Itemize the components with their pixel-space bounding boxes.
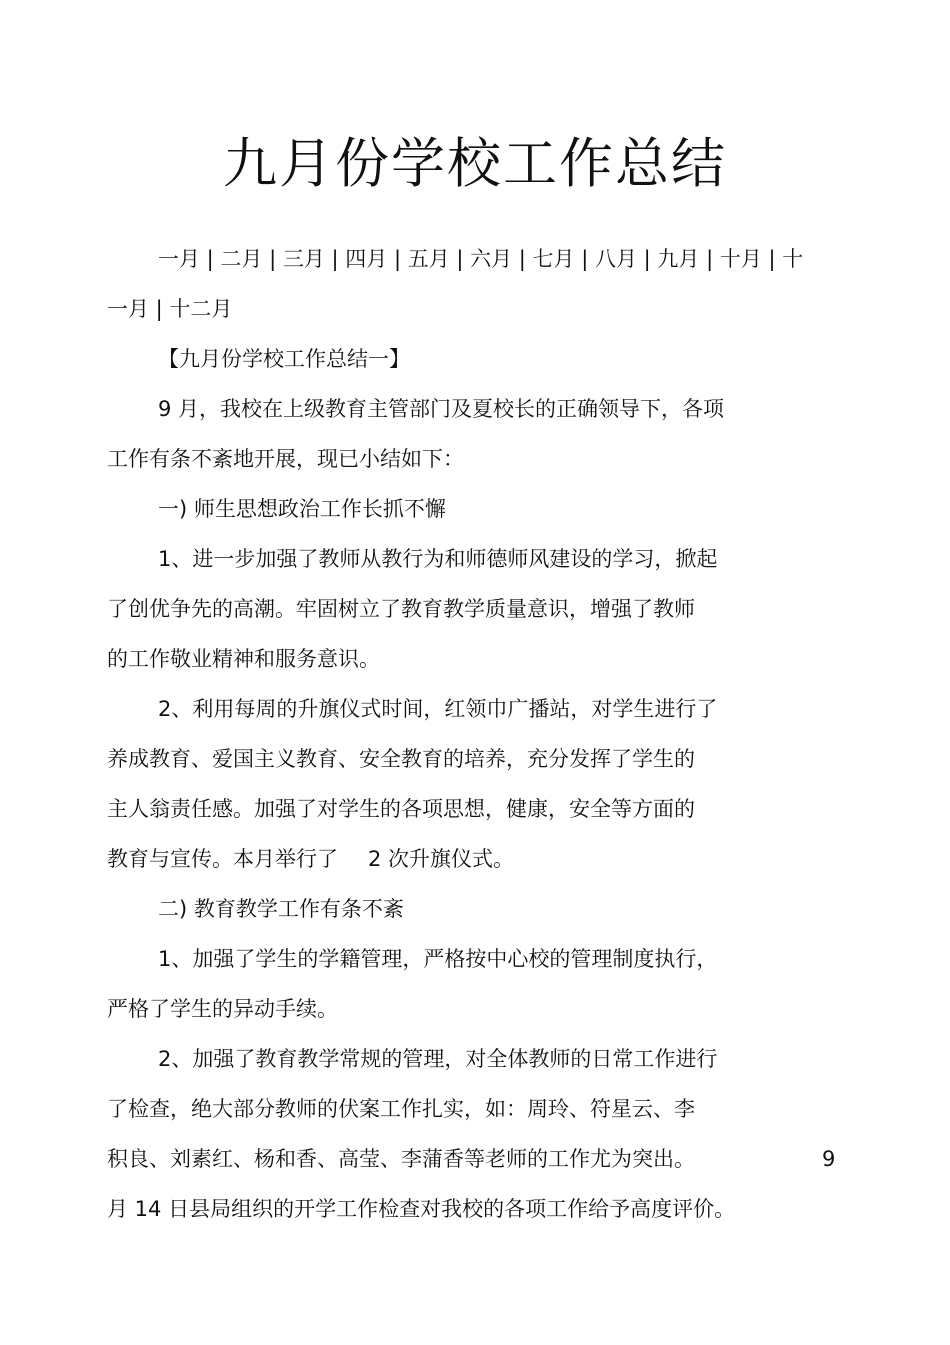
section-2-item-2-line-1: 2、加强了教育教学常规的管理，对全体教师的日常工作进行 (158, 1047, 718, 1071)
section-1-item-2-line-1: 2、利用每周的升旗仪式时间，红领巾广播站，对学生进行了 (158, 697, 718, 721)
section-2-heading: 二) 教育教学工作有条不紊 (158, 897, 404, 921)
section-1-heading: 一) 师生思想政治工作长抓不懈 (158, 497, 446, 521)
intro-line-2: 工作有条不紊地开展，现已小结如下： (107, 447, 464, 471)
section-1-item-2-line-4-text: 教育与宣传。本月举行了 (107, 847, 338, 871)
intro-line-1: 9 月，我校在上级教育主管部门及夏校长的正确领导下，各项 (158, 397, 725, 421)
month-links-line-1[interactable]: 一月 | 二月 | 三月 | 四月 | 五月 | 六月 | 七月 | 八月 | 九月 | 十月 | 十 (158, 247, 804, 271)
document-title: 九月份学校工作总结 (223, 132, 727, 195)
section-2-item-1-line-1: 1、加强了学生的学籍管理，严格按中心校的管理制度执行， (158, 947, 718, 971)
section-1-item-2-line-3: 主人翁责任感。加强了对学生的各项思想，健康，安全等方面的 (107, 797, 695, 821)
section-1-item-2-line-4-count: 2 次升旗仪式。 (368, 847, 515, 871)
month-links-line-2[interactable]: 一月 | 十二月 (107, 297, 233, 321)
section-2-item-2-line-2: 了检查，绝大部分教师的伏案工作扎实，如：周玲、符星云、李 (107, 1097, 695, 1121)
subtitle: 【九月份学校工作总结一】 (158, 347, 410, 371)
section-1-item-1-line-3: 的工作敬业精神和服务意识。 (107, 647, 380, 671)
section-2-item-2-line-4: 月 14 日县局组织的开学工作检查对我校的各项工作给予高度评价。 (107, 1197, 736, 1221)
section-2-item-2-line-3-number: 9 (822, 1147, 836, 1171)
section-1-item-2-line-4 (107, 844, 514, 874)
section-1-item-1-line-1: 1、进一步加强了教师从教行为和师德师风建设的学习，掀起 (158, 547, 718, 571)
section-1-item-2-line-2: 养成教育、爱国主义教育、安全教育的培养，充分发挥了学生的 (107, 747, 695, 771)
section-2-item-1-line-2: 严格了学生的异动手续。 (107, 997, 338, 1021)
section-2-item-2-line-3: 积良、刘素红、杨和香、高莹、李蒲香等老师的工作尤为突出。 (107, 1147, 695, 1171)
section-1-item-1-line-2: 了创优争先的高潮。牢固树立了教育教学质量意识，增强了教师 (107, 597, 695, 621)
